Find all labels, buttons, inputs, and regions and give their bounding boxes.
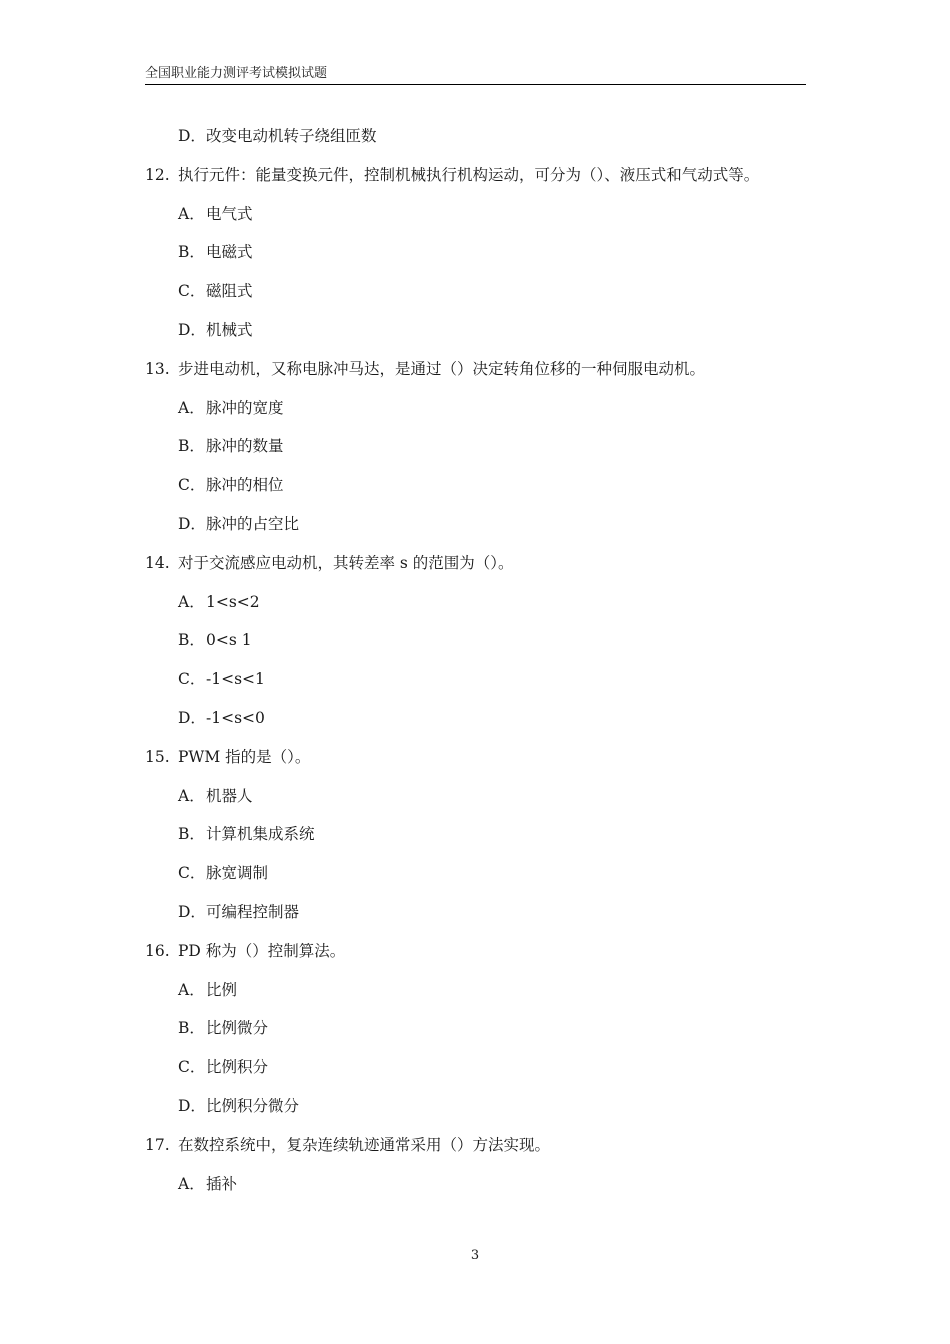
question-text: 执行元件：能量变换元件，控制机械执行机构运动，可分为（）、液压式和气动式等。 [178,165,760,184]
question-stem [145,747,310,767]
option-text: 1<s<2 [206,592,260,611]
answer-option [178,630,252,650]
answer-option [178,592,260,612]
option-letter: B． [178,825,205,844]
question-text: PD 称为（）控制算法。 [178,941,346,960]
option-text: 脉冲的占空比 [206,515,300,533]
option-text: 可编程控制器 [206,903,300,921]
option-letter: C． [178,670,206,689]
option-text: 机器人 [206,786,253,805]
answer-option [178,514,299,534]
option-text: 脉宽调制 [206,864,269,883]
option-letter: A． [178,1174,205,1193]
answer-option [178,320,253,340]
option-letter: A． [178,786,205,805]
question-text: 在数控系统中，复杂连续轨迹通常采用（）方法实现。 [178,1135,551,1154]
option-letter: D． [178,709,206,727]
option-text: 比例 [206,980,238,999]
answer-option [178,242,253,262]
option-letter: C． [178,282,206,301]
question-number: 15. [145,747,170,766]
question-number: 12. [145,165,170,184]
answer-option [178,281,253,301]
answer-option [178,902,299,922]
question-number: 16. [145,941,170,960]
option-letter: B． [178,631,205,650]
question-stem [145,941,345,961]
question-stem [145,359,705,379]
answer-option [178,398,284,418]
question-stem [145,553,514,573]
option-letter: A． [178,980,205,999]
option-text: 磁阻式 [206,282,253,301]
option-text: 电磁式 [206,243,253,262]
option-letter: A． [178,398,205,417]
option-text: 脉冲的数量 [206,437,284,456]
page-header: 全国职业能力测评考试模拟试题 [145,66,806,85]
option-text: 插补 [206,1174,238,1193]
option-letter: A． [178,592,205,611]
option-letter: B． [178,243,205,262]
option-letter: C． [178,1058,206,1077]
answer-option [178,708,265,728]
option-text: 脉冲的相位 [206,476,284,495]
answer-option [178,669,265,689]
answer-option [178,1057,268,1077]
answer-option [178,475,284,495]
option-letter: D． [178,321,206,339]
option-letter: D． [178,127,206,145]
option-letter: A． [178,204,205,223]
page-number: 3 [470,1248,480,1263]
option-text: 脉冲的宽度 [206,398,284,417]
option-letter: D． [178,1097,206,1115]
option-text: 改变电动机转子绕组匝数 [206,127,377,145]
answer-option [178,204,253,224]
option-text: 机械式 [206,321,253,339]
option-text: -1<s<1 [206,670,265,689]
option-letter: D． [178,515,206,533]
question-number: 14. [145,553,170,572]
question-text: 对于交流感应电动机，其转差率 s 的范围为（）。 [178,553,514,572]
question-stem [145,1135,550,1155]
answer-option [178,824,315,844]
option-text: 比例微分 [206,1019,269,1038]
question-number: 13. [145,359,170,378]
answer-option [178,126,377,146]
question-number: 17. [145,1135,170,1154]
option-text: 计算机集成系统 [206,825,315,844]
option-letter: B． [178,1019,205,1038]
answer-option [178,1018,268,1038]
question-text: PWM 指的是（）。 [178,747,311,766]
answer-option [178,1096,299,1116]
option-text: 电气式 [206,204,253,223]
answer-option [178,436,284,456]
question-text: 步进电动机，又称电脉冲马达，是通过（）决定转角位移的一种伺服电动机。 [178,359,706,378]
option-text: -1<s<0 [206,709,265,727]
option-text: 比例积分 [206,1058,269,1077]
option-letter: C． [178,864,206,883]
answer-option [178,863,268,883]
option-text: 0<s 1 [206,631,252,650]
option-letter: B． [178,437,205,456]
answer-option [178,786,253,806]
option-letter: D． [178,903,206,921]
option-text: 比例积分微分 [206,1097,300,1115]
question-stem [145,165,759,185]
option-letter: C． [178,476,206,495]
answer-option [178,1174,237,1194]
answer-option [178,980,237,1000]
